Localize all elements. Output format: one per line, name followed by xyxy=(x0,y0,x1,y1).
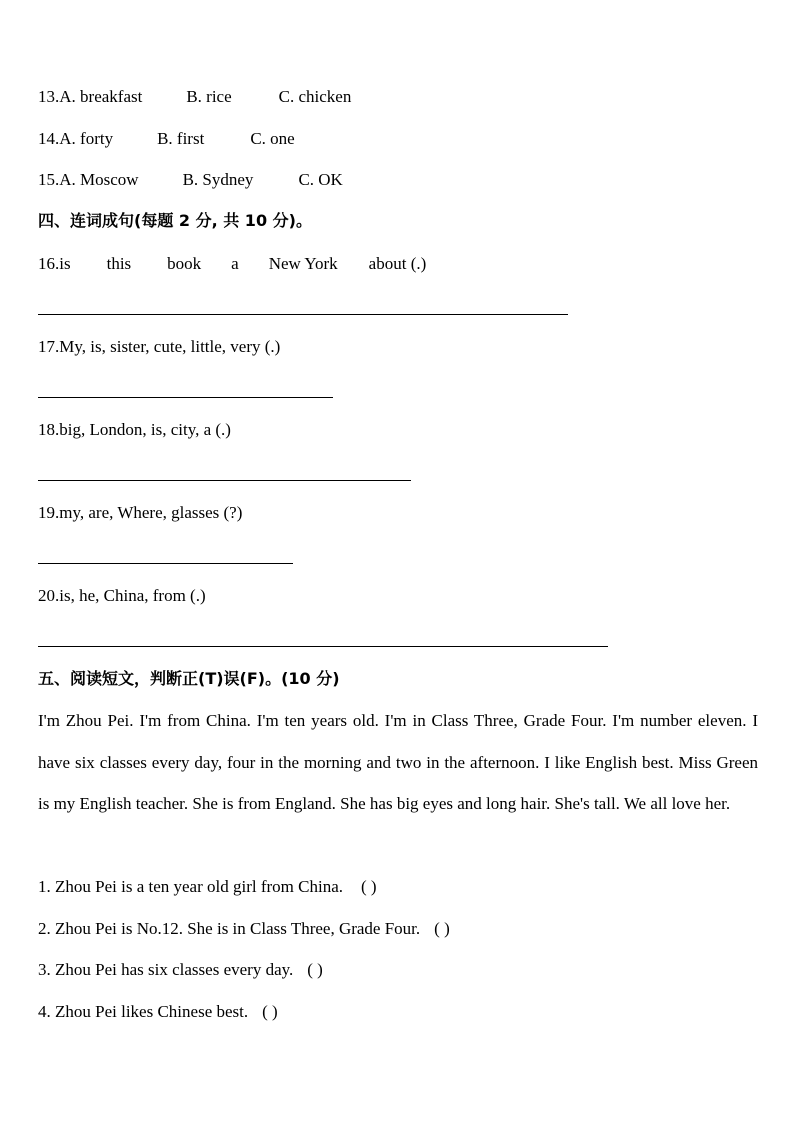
option-b: B. rice xyxy=(186,87,232,106)
statement-text: 4. Zhou Pei likes Chinese best. xyxy=(38,1002,249,1021)
answer-blank[interactable]: ( ) xyxy=(262,1002,278,1021)
answer-blank[interactable]: ( ) xyxy=(434,919,450,938)
word: New York xyxy=(268,254,338,273)
question-number: 14. xyxy=(38,129,60,148)
question-16 xyxy=(38,254,426,274)
statement-2 xyxy=(38,919,450,939)
answer-blank[interactable]: ( ) xyxy=(307,960,323,979)
word: is xyxy=(59,254,71,273)
question-17 xyxy=(38,337,280,357)
question-number: 16. xyxy=(38,254,60,273)
answer-line-20[interactable] xyxy=(38,646,608,647)
reading-passage: I'm Zhou Pei. I'm from China. I'm ten years old. I'm in Class Three, Grade Four. I'm number eleven. I have six classes every day, four in the morning and two in the afternoon. I like English best. Miss Green is my English teacher. She is from England. She has big eyes and long hair. She's tall. We all love her. xyxy=(38,711,758,813)
answer-line-19[interactable] xyxy=(38,563,293,564)
question-number: 18. xyxy=(38,420,60,439)
option-b: B. first xyxy=(157,129,205,148)
statement-1 xyxy=(38,877,377,897)
question-number: 17. xyxy=(38,337,60,356)
question-number: 13. xyxy=(38,87,60,106)
answer-line-18[interactable] xyxy=(38,480,411,481)
answer-line-16[interactable] xyxy=(38,314,568,315)
option-a: A. forty xyxy=(59,129,114,148)
word: about (.) xyxy=(368,254,427,273)
question-number: 20. xyxy=(38,586,60,605)
option-b: B. Sydney xyxy=(182,170,254,189)
question-text: is, he, China, from (.) xyxy=(59,586,206,605)
answer-blank[interactable]: ( ) xyxy=(361,877,377,896)
word: this xyxy=(106,254,132,273)
question-text: big, London, is, city, a (.) xyxy=(59,420,231,439)
question-number: 15. xyxy=(38,170,60,189)
section-4-heading: 四、连词成句(每题 2 分, 共 10 分)。 xyxy=(38,211,312,230)
word: book xyxy=(167,254,202,273)
answer-line-17[interactable] xyxy=(38,397,333,398)
word: a xyxy=(231,254,239,273)
question-text: My, is, sister, cute, little, very (.) xyxy=(59,337,281,356)
question-14 xyxy=(38,129,295,149)
option-a: A. breakfast xyxy=(59,87,143,106)
option-c: C. one xyxy=(250,129,295,148)
option-a: A. Moscow xyxy=(59,170,139,189)
question-15 xyxy=(38,170,343,190)
question-20 xyxy=(38,586,206,606)
question-text: my, are, Where, glasses (?) xyxy=(59,503,243,522)
question-13 xyxy=(38,87,351,107)
question-number: 19. xyxy=(38,503,60,522)
statement-4 xyxy=(38,1002,278,1022)
question-18 xyxy=(38,420,231,440)
section-5-heading: 五、阅读短文，判断正(T)误(F)。(10 分) xyxy=(38,669,340,688)
question-19 xyxy=(38,503,242,523)
option-c: C. OK xyxy=(298,170,343,189)
statement-text: 3. Zhou Pei has six classes every day. xyxy=(38,960,294,979)
statement-text: 2. Zhou Pei is No.12. She is in Class Three, Grade Four. xyxy=(38,919,421,938)
statement-3 xyxy=(38,960,323,980)
option-c: C. chicken xyxy=(278,87,352,106)
statement-text: 1. Zhou Pei is a ten year old girl from China. xyxy=(38,877,343,896)
